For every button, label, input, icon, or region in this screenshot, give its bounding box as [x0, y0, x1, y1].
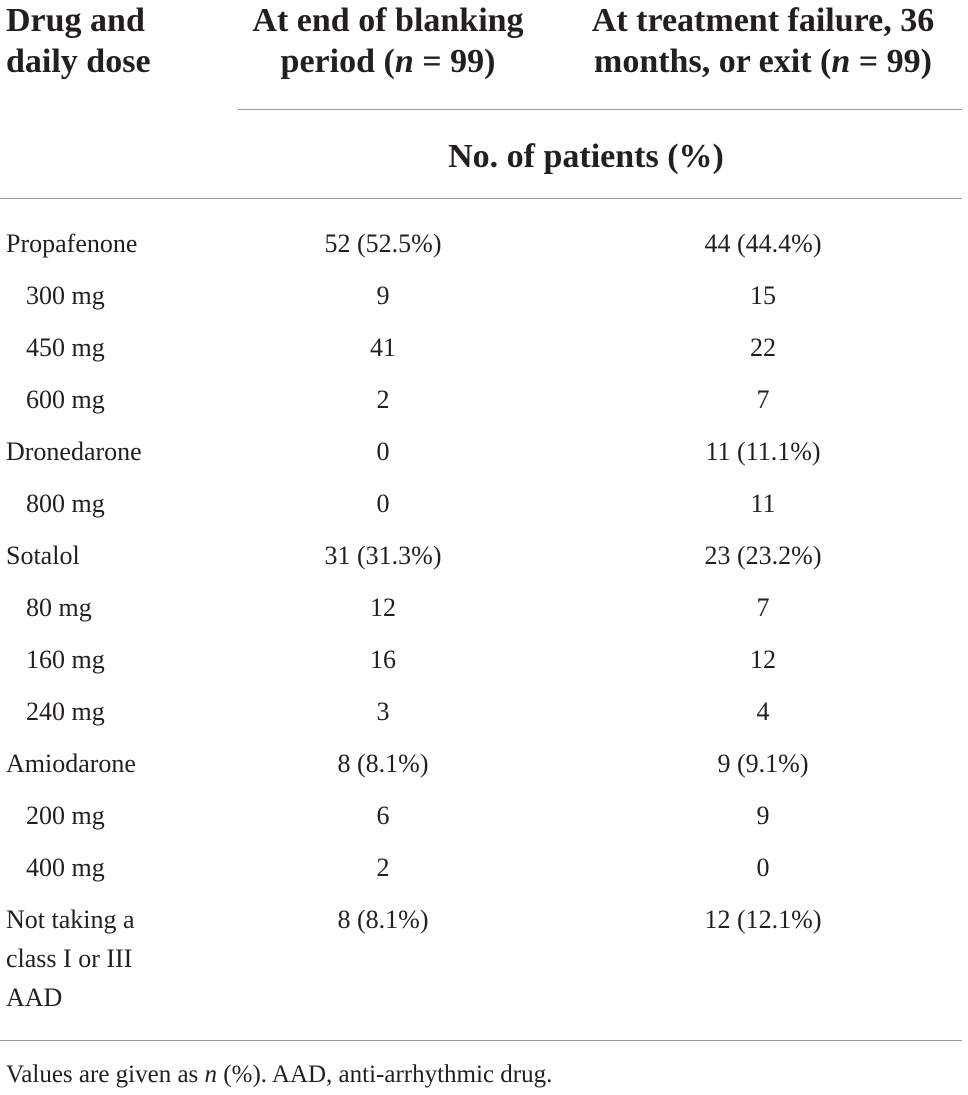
blanking-period-cell: 2	[376, 853, 390, 882]
header-drug-label: Drug and daily dose	[6, 2, 151, 80]
table-row	[0, 686, 962, 738]
treatment-failure-cell: 44 (44.4%)	[704, 229, 822, 258]
table-body	[0, 218, 962, 1024]
table-row	[0, 270, 962, 322]
blanking-period-cell: 8 (8.1%)	[337, 749, 429, 778]
treatment-failure-cell: 23 (23.2%)	[704, 541, 822, 570]
table-row	[0, 790, 962, 842]
blanking-period-cell: 31 (31.3%)	[324, 541, 442, 570]
table-row	[0, 582, 962, 634]
table-row	[0, 842, 962, 894]
blanking-period-cell: 52 (52.5%)	[324, 229, 442, 258]
dose-cell: 300 mg	[26, 281, 105, 310]
dose-cell: 240 mg	[26, 697, 105, 726]
table-row	[0, 894, 962, 1024]
blanking-period-cell: 9	[376, 281, 390, 310]
dose-cell: 160 mg	[26, 645, 105, 674]
dose-cell: 800 mg	[26, 489, 105, 518]
header-failure-n: n	[831, 43, 851, 80]
treatment-failure-cell: 22	[750, 333, 776, 362]
table-row	[0, 426, 962, 478]
header-failure-count: = 99)	[850, 43, 932, 80]
treatment-failure-cell: 12 (12.1%)	[704, 905, 822, 934]
treatment-failure-cell: 9 (9.1%)	[717, 749, 809, 778]
blanking-period-cell: 6	[376, 801, 390, 830]
dose-cell: 600 mg	[26, 385, 105, 414]
header-blanking-text: At end of blanking period (	[252, 2, 524, 80]
table-row	[0, 530, 962, 582]
subheader-number-of-patients: No. of patients (%)	[448, 138, 724, 175]
header-divider	[238, 109, 962, 110]
dose-cell: 80 mg	[26, 593, 92, 622]
header-blanking-n: n	[394, 43, 414, 80]
treatment-failure-cell: 15	[750, 281, 776, 310]
table-bottom-rule	[0, 1040, 962, 1041]
dose-cell: 450 mg	[26, 333, 105, 362]
table-row	[0, 218, 962, 270]
table-row	[0, 738, 962, 790]
drug-cell: Propafenone	[6, 229, 138, 258]
header-blanking-count: = 99)	[413, 43, 496, 80]
table-row	[0, 478, 962, 530]
drug-cell: Not taking a class I or III AAD	[6, 905, 135, 1012]
blanking-period-cell: 41	[370, 333, 396, 362]
blanking-period-cell: 12	[370, 593, 396, 622]
treatment-failure-cell: 11 (11.1%)	[705, 437, 821, 466]
treatment-failure-cell: 11	[750, 489, 776, 518]
treatment-failure-cell: 9	[756, 801, 770, 830]
dose-cell: 400 mg	[26, 853, 105, 882]
treatment-failure-cell: 12	[750, 645, 776, 674]
treatment-failure-cell: 7	[756, 385, 770, 414]
table-footnote	[6, 1058, 552, 1092]
dose-cell: 200 mg	[26, 801, 105, 830]
treatment-failure-cell: 4	[756, 697, 770, 726]
drug-cell: Amiodarone	[6, 749, 136, 778]
drug-cell: Dronedarone	[6, 437, 142, 466]
header-failure-text: At treatment failure, 36 months, or exit (	[591, 2, 935, 80]
blanking-period-cell: 0	[376, 437, 390, 466]
treatment-failure-cell: 0	[756, 853, 770, 882]
table-row	[0, 374, 962, 426]
treatment-failure-cell: 7	[756, 593, 770, 622]
drug-cell: Sotalol	[6, 541, 80, 570]
blanking-period-cell: 0	[376, 489, 390, 518]
header-drug-and-dose	[6, 0, 216, 82]
footnote-tail: (%). AAD, anti-arrhythmic drug.	[217, 1061, 553, 1088]
blanking-period-cell: 16	[370, 645, 396, 674]
footnote-text: Values are given as	[6, 1061, 205, 1088]
header-blanking-period	[238, 0, 538, 82]
blanking-period-cell: 8 (8.1%)	[337, 905, 429, 934]
blanking-period-cell: 3	[376, 697, 390, 726]
blanking-period-cell: 2	[376, 385, 390, 414]
table-body-top-rule	[0, 198, 962, 199]
header-treatment-failure	[564, 0, 962, 82]
table-row	[0, 634, 962, 686]
table-row	[0, 322, 962, 374]
footnote-n: n	[204, 1061, 218, 1088]
